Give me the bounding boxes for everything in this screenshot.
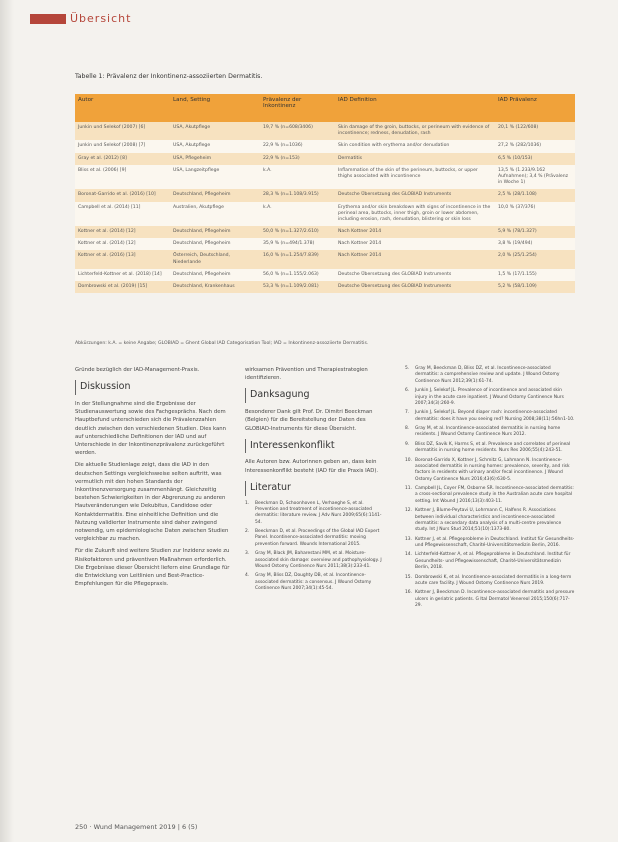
table-cell: Bliss et al. (2006) [9] (75, 165, 170, 190)
table-row (75, 281, 575, 293)
page-footer: 250 · Wund Management 2019 | 6 (5) (75, 823, 198, 831)
reference-item (405, 508, 575, 534)
table-row (75, 202, 575, 227)
reference-number: 9. (405, 441, 410, 447)
reference-text: Beeckman D, et al. Proceedings of the Global IAD Expert Panel. Incontinence-associated dermatitis: moving prevention forward. Wounds International 2015. (255, 529, 380, 547)
reference-number: 4. (245, 573, 250, 579)
table-cell: 3,8 % (19/494) (495, 238, 575, 250)
table-cell: Australien, Akutpflege (170, 202, 260, 227)
table-row (75, 153, 575, 165)
discussion-paragraph: Für die Zukunft sind weitere Studien zur Inzidenz sowie zu Risikofaktoren und präventiven Maßnahmen erforderlich. Die Ergebnisse dieser Übersicht liefern eine Grundlage für die Entwicklung von Leitlinien und Best-Practice-Empfehlungen für die Pflegepraxis. (75, 548, 230, 588)
reference-text: Dombrowski K, et al. Incontinence-associated dermatitis in a long-term acute care facility. J Wound Ostomy Continence Nurs 2019. (415, 574, 572, 586)
reference-number: 3. (245, 551, 250, 557)
reference-text: Boronat-Garrido X, Kottner J, Schmitz G, Lahmann N. Incontinence-associated dermatitis in nursing homes: prevalence, severity, and risk factors in residents with urinary and/or fecal incontinence. J Wound Ostomy Continence Nurs 2016;43(6):630-5. (415, 457, 570, 482)
reference-item (405, 552, 575, 571)
table-cell: Österreich, Deutschland, Niederlande (170, 250, 260, 268)
table-cell: Deutschland, Pflegeheim (170, 269, 260, 281)
table-body (75, 122, 575, 293)
table-cell: 6,5 % (10/153) (495, 153, 575, 165)
table-row (75, 250, 575, 268)
table-caption: Tabelle 1: Prävalenz der Inkontinenz-assoziierten Dermatitis. (75, 73, 263, 80)
table-cell: Skin damage of the groin, buttocks, or perineum with evidence of incontinence; redness, denudation, rash (335, 122, 495, 140)
table-row (75, 238, 575, 250)
left-column (75, 366, 230, 592)
reference-item (245, 551, 385, 570)
reference-item (245, 501, 385, 527)
table-cell: 56,0 % (n=1.155/2.063) (260, 269, 335, 281)
reference-text: Gray M, Beeckman D, Bliss DZ, et al. Incontinence-associated dermatitis: a comprehensive review and update. J Wound Ostomy Continence Nurs 2012;39(1):61-74. (415, 366, 560, 384)
reference-text: Junkin J, Selekof JL. Prevalence of incontinence and associated skin injury in the acute care inpatient. J Wound Ostomy Continence Nurs 2007;34(3):260-9. (415, 388, 564, 406)
reference-item (405, 366, 575, 385)
section-title: Übersicht (70, 12, 132, 25)
acknowledgement-text: Besonderer Dank gilt Prof. Dr. Dimitri Beeckman (Belgien) für die Bereitstellung der Daten des GLOBIAD-Instruments für diese Übersicht. (245, 409, 373, 432)
conflict-text: Alle Autoren bzw. Autorinnen geben an, dass kein Interessenkonflikt besteht (IAD für die Praxis IAD). (245, 459, 379, 474)
reference-number: 16. (405, 590, 412, 596)
table-cell: Gray et al. (2012) [8] (75, 153, 170, 165)
reference-number: 10. (405, 457, 412, 463)
table-cell: 53,3 % (n=1.109/2.081) (260, 281, 335, 293)
table-cell: 19,7 % (n=608/3406) (260, 122, 335, 140)
table-cell: Inflammation of the skin of the perineum, buttocks, or upper thighs associated with incontinence (335, 165, 495, 190)
table-cell: Erythema and/or skin breakdown with signs of incontinence in the perineal area, buttocks, inner thigh, groin or lower abdomen, including erosion, rash, denudation, blistering or skin loss (335, 202, 495, 227)
table-cell: k.A. (260, 202, 335, 227)
table-header-cell: IAD Prävalenz (495, 94, 575, 122)
reference-text: Lichterfeld-Kottner A, et al. Pflegeprobleme in Deutschland. Institut für Gesundheits- und Pflegewissenschaft, Charité-Universitätsmedizin Berlin, 2018. (415, 552, 571, 571)
table-cell: Junkin und Selekof (2008) [7] (75, 140, 170, 152)
table-cell: Dombrowski et al. (2019) [15] (75, 281, 170, 293)
table-cell: Deutschland, Pflegeheim (170, 238, 260, 250)
reference-item (405, 388, 575, 407)
table-cell: k.A. (260, 165, 335, 190)
table-cell: 22,9 % (n=1036) (260, 140, 335, 152)
page-gutter-shadow (0, 0, 14, 842)
reference-text: Bliss DZ, Savik K, Harms S, et al. Prevalence and correlates of perineal dermatitis in nursing home residents. Nurs Res 2006;55(4):243-51. (415, 441, 571, 454)
reference-text: Campbell JL, Coyer FM, Osborne SR. Incontinence-associated dermatitis: a cross-sectional prevalence study in the Australian acute care hospital setting. Int Wound J 2016;13(3):403-11. (415, 486, 574, 504)
table-row (75, 189, 575, 201)
table-cell: Deutsche Übersetzung des GLOBIAD Instruments (335, 281, 495, 293)
table-cell: 20,1 % (122/608) (495, 122, 575, 140)
section-color-bar (30, 14, 66, 24)
table-cell: 5,9 % (78/1.327) (495, 226, 575, 238)
reference-text: Beeckman D, Schoonhoven L, Verhaeghe S, et al. Prevention and treatment of incontinence-associated dermatitis: literature review. J Adv Nurs 2009;65(6):1141-54. (255, 500, 382, 525)
reference-item (405, 442, 575, 455)
conflict-heading: Interessenkonflikt (245, 439, 385, 454)
discussion-heading: Diskussion (75, 380, 230, 395)
reference-list-right (405, 366, 575, 609)
table-cell: 27,2 % (282/1036) (495, 140, 575, 152)
reference-item (245, 573, 385, 592)
reference-number: 7. (405, 410, 410, 416)
reference-text: Gray M, et al. Incontinence-associated dermatitis in nursing home residents. J Wound Ostomy Continence Nurs 2012. (415, 426, 561, 438)
table-cell: Deutsche Übersetzung des GLOBIAD Instruments (335, 269, 495, 281)
table-cell: Deutschland, Pflegeheim (170, 189, 260, 201)
table-cell: Dermatitis (335, 153, 495, 165)
table-cell: Kottner et al. (2014) [12] (75, 226, 170, 238)
literature-heading: Literatur (245, 481, 385, 496)
table-cell: Junkin und Selekof (2007) [6] (75, 122, 170, 140)
reference-number: 14. (405, 552, 412, 558)
table-header-row (75, 94, 575, 122)
reference-text: Kottner J, Blume-Peytavi U, Lohrmann C, Halfens R. Associations between individual characteristics and incontinence-associated dermatitis: a secondary data analysis of a multi-centre prevalence study. Int J Nurs Stud 2014;51(10):1373-80. (415, 508, 562, 533)
table-cell: USA, Langzeitpflege (170, 165, 260, 190)
reference-item (245, 529, 385, 548)
table-cell: 50,0 % (n=1.327/2.610) (260, 226, 335, 238)
table-row (75, 122, 575, 140)
middle-column (245, 366, 385, 595)
discussion-paragraph: In der Stellungnahme sind die Ergebnisse der Studienauswertung sowie des Fachgesprächs. Nach dem Hauptbefund unterschieden sich die Prävalenzzahlen deutlich zwischen den verschiedenen Studien. Dies kann auf unterschiedliche Definitionen der IAD und auf Unterschiede in der Inkontinenzprävalenz zurückgeführt werden. (75, 400, 226, 457)
table-row (75, 269, 575, 281)
reference-text: Junkin J, Selekof JL. Beyond diaper rash: incontinence-associated dermatitis: does it have you seeing red? Nursing 2008;38(11):56hn1-10. (415, 410, 575, 422)
table-cell: 16,0 % (n=1.254/7.839) (260, 250, 335, 268)
prevalence-table (75, 94, 575, 293)
table-cell: 2,5 % (28/1.108) (495, 189, 575, 201)
table-cell: Nach Kottner 2014 (335, 238, 495, 250)
reference-item (405, 575, 575, 588)
left-intro: Gründe bezüglich der IAD-Management-Praxis. (75, 367, 200, 373)
table-cell: USA, Akutpflege (170, 122, 260, 140)
reference-number: 6. (405, 388, 410, 394)
table-cell: Kottner et al. (2016) [13] (75, 250, 170, 268)
table-cell: 13,5 % (1.233/9.162 Aufnahmen); 3,4 % (Prävalenz in Woche 1) (495, 165, 575, 190)
table-cell: 1,5 % (17/1.155) (495, 269, 575, 281)
table-cell: Boronat-Garrido et al. (2016) [10] (75, 189, 170, 201)
reference-number: 1. (245, 500, 250, 506)
table-row (75, 226, 575, 238)
reference-number: 5. (405, 366, 410, 371)
reference-number: 8. (405, 426, 410, 431)
middle-intro: wirksamen Prävention und Therapiestrategien identifizieren. (245, 367, 368, 382)
table-cell: 35,9 % (n=494/1.378) (260, 238, 335, 250)
reference-number: 12. (405, 508, 412, 514)
reference-text: Gray M, Black JM, Baharestani MM, et al. Moisture-associated skin damage: overview and pathophysiology. J Wound Ostomy Continence Nurs 2011;38(3):233-41. (255, 551, 382, 569)
table-header-cell: Autor (75, 94, 170, 122)
table-cell: USA, Pflegeheim (170, 153, 260, 165)
reference-item (405, 410, 575, 423)
table-cell: Nach Kottner 2014 (335, 226, 495, 238)
reference-item (405, 426, 575, 439)
reference-text: Kottner J, et al. Pflegeprobleme in Deutschland. Institut für Gesundheits- und Pflegewissenschaft, Charité-Universitätsmedizin Berlin, 2016. (415, 536, 575, 548)
table-header-cell: Prävalenz der Inkontinenz (260, 94, 335, 122)
table-cell: Deutschland, Pflegeheim (170, 226, 260, 238)
table-cell: Lichterfeld-Kottner et al. (2018) [14] (75, 269, 170, 281)
reference-item (405, 486, 575, 505)
discussion-body (75, 400, 230, 588)
table-abbreviations: Abkürzungen: k.A. = keine Angabe; GLOBIAD = Ghent Global IAD Categorisation Tool; IAD = Inkontinenz-assoziierte Dermatitis. (75, 341, 369, 346)
table-cell: Deutschland, Krankenhaus (170, 281, 260, 293)
table-cell: Campbell et al. (2014) [11] (75, 202, 170, 227)
table-row (75, 165, 575, 190)
reference-item (405, 590, 575, 609)
reference-number: 11. (405, 486, 412, 491)
table-cell: Kottner et al. (2014) [12] (75, 238, 170, 250)
reference-text: Kottner J, Beeckman D. Incontinence-associated dermatitis and pressure ulcers in geriatric patients. G Ital Dermatol Venereol 2015;150(6):717-29. (415, 590, 575, 608)
table-row (75, 140, 575, 152)
reference-number: 2. (245, 529, 250, 535)
reference-text: Gray M, Bliss DZ, Doughty DB, et al. Incontinence-associated dermatitis: a consensus. J Wound Ostomy Continence Nurs 2007;34(1):45-54. (255, 573, 372, 592)
table-cell: 28,3 % (n=1.108/3.915) (260, 189, 335, 201)
acknowledgement-heading: Danksagung (245, 388, 385, 403)
table-cell: 22,9 % (n=153) (260, 153, 335, 165)
reference-number: 15. (405, 574, 412, 580)
reference-item (405, 458, 575, 484)
table-cell: Nach Kottner 2014 (335, 250, 495, 268)
table-header-cell: Land, Setting (170, 94, 260, 122)
table-cell: USA, Akutpflege (170, 140, 260, 152)
right-column (405, 366, 575, 612)
table-cell: 5,2 % (58/1.109) (495, 281, 575, 293)
discussion-paragraph: Die aktuelle Studienlage zeigt, dass die IAD in den deutschen Settings vergleichsweise selten auftritt, was vermutlich mit den hohen Standards der Inkontinenzversorgung zusammenhängt. Gleichzeitig bestehen Schwierigkeiten in der Abgrenzung zu anderen Hautveränderungen wie Dekubitus, Candidose oder Kontaktdermatitis. Eine einheitliche Definition und die Nutzung validierter Instrumente sind daher zwingend notwendig, um epidemiologische Daten zwischen Studien vergleichbar zu machen. (75, 462, 229, 543)
reference-item (405, 537, 575, 550)
table-cell: 2,0 % (25/1.254) (495, 250, 575, 268)
reference-number: 13. (405, 536, 412, 542)
table-cell: Deutsche Übersetzung des GLOBIAD Instruments (335, 189, 495, 201)
reference-list-middle (245, 501, 385, 593)
table-cell: Skin condition with erythema and/or denudation (335, 140, 495, 152)
table-cell: 10,0 % (37/376) (495, 202, 575, 227)
table-header-cell: IAD Definition (335, 94, 495, 122)
